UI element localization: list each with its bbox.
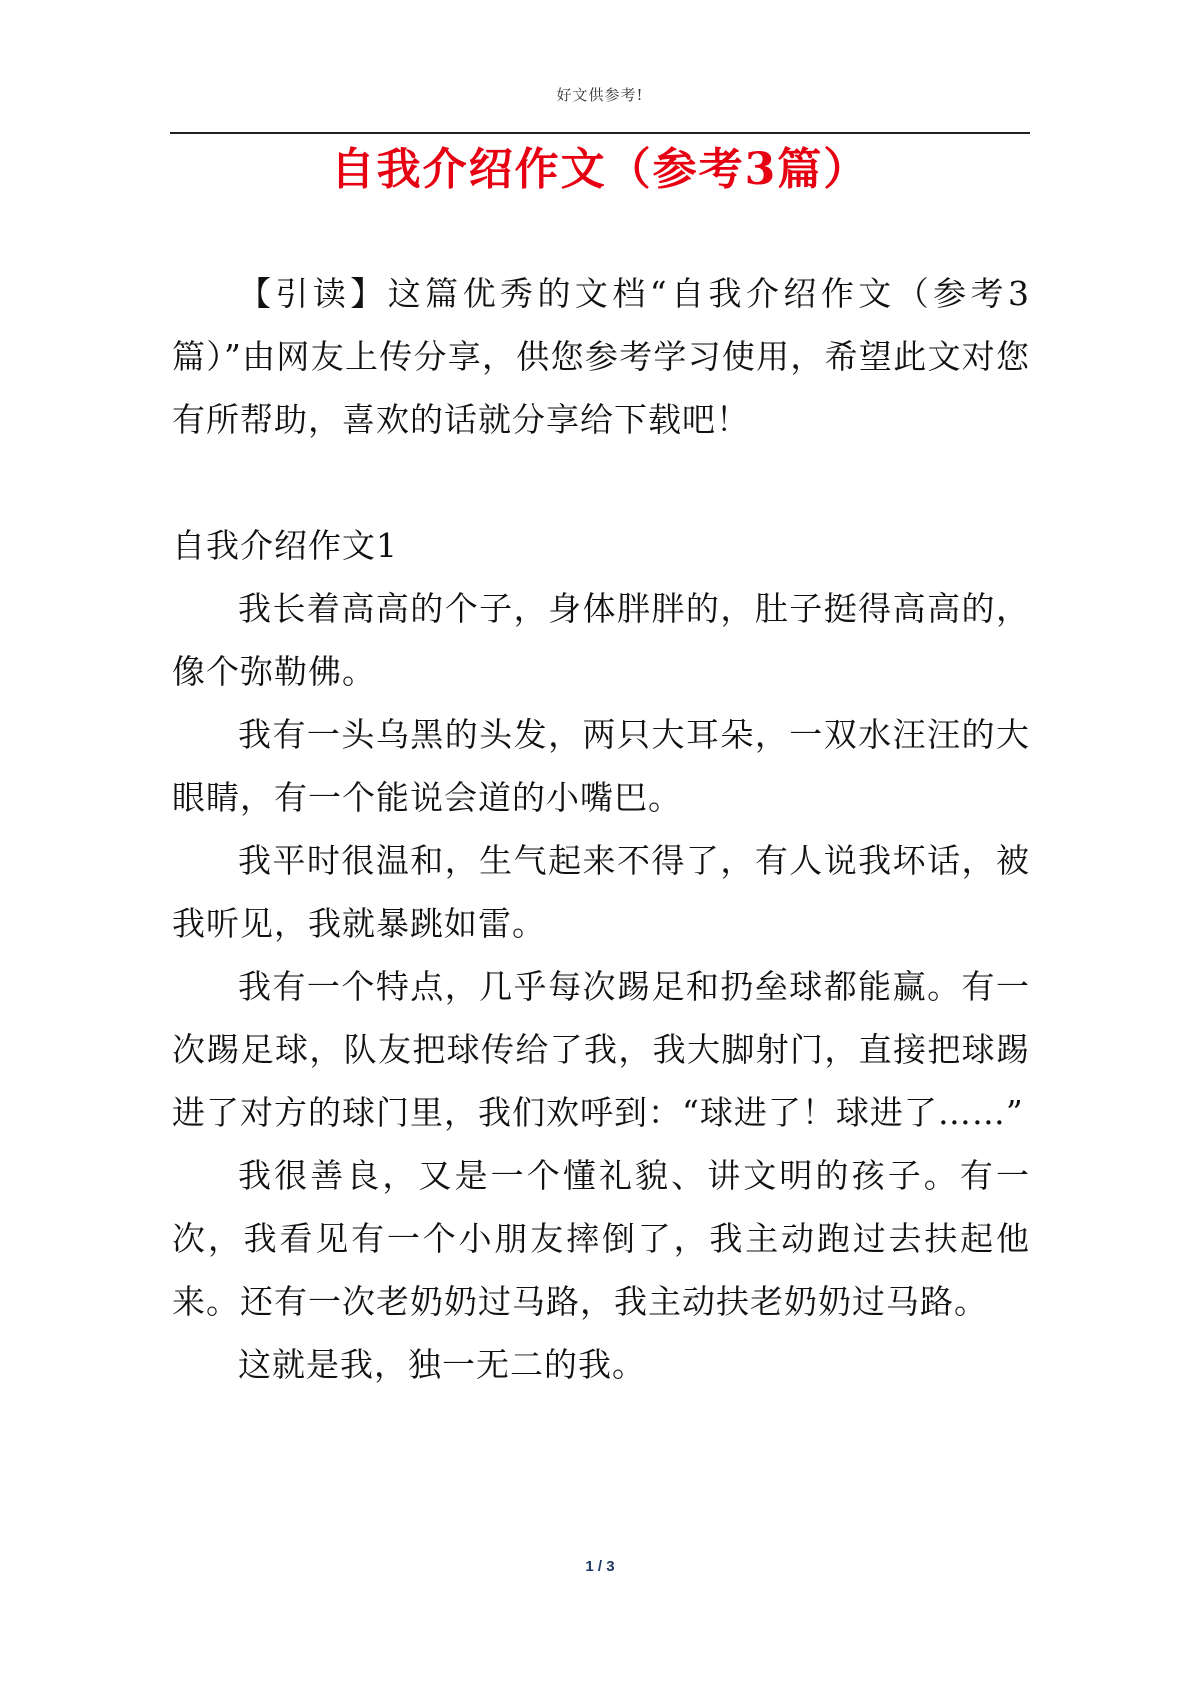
body-paragraph: 我平时很温和，生气起来不得了，有人说我坏话，被我听见，我就暴跳如雷。 <box>172 841 1030 943</box>
body-paragraph: 我长着高高的个子，身体胖胖的，肚子挺得高高的，像个弥勒佛。 <box>172 589 1030 691</box>
intro-paragraph: 【引读】这篇优秀的文档“自我介绍作文（参考3篇）”由网友上传分享，供您参考学习使用，希望此文对您有所帮助，喜欢的话就分享给下载吧！ <box>172 274 1030 439</box>
document-body <box>172 262 1030 1396</box>
page-header: 好文供参考! <box>556 86 644 104</box>
body-paragraph: 我有一头乌黑的头发，两只大耳朵，一双水汪汪的大眼睛，有一个能说会道的小嘴巴。 <box>172 715 1030 817</box>
page-number: 1 / 3 <box>585 1558 615 1575</box>
body-paragraph: 我很善良，又是一个懂礼貌、讲文明的孩子。有一次，我看见有一个小朋友摔倒了，我主动跑过去扶起他来。还有一次老奶奶过马路，我主动扶老奶奶过马路。 <box>172 1156 1030 1321</box>
body-paragraph: 我有一个特点，几乎每次踢足和扔垒球都能赢。有一次踢足球，队友把球传给了我，我大脚射门，直接把球踢进了对方的球门里，我们欢呼到：“球进了！球进了……” <box>172 967 1030 1132</box>
document-title: 自我介绍作文（参考3篇） <box>330 144 870 195</box>
body-paragraph: 这就是我，独一无二的我。 <box>238 1345 646 1384</box>
header-divider <box>170 132 1030 134</box>
section-heading: 自我介绍作文1 <box>172 526 398 565</box>
